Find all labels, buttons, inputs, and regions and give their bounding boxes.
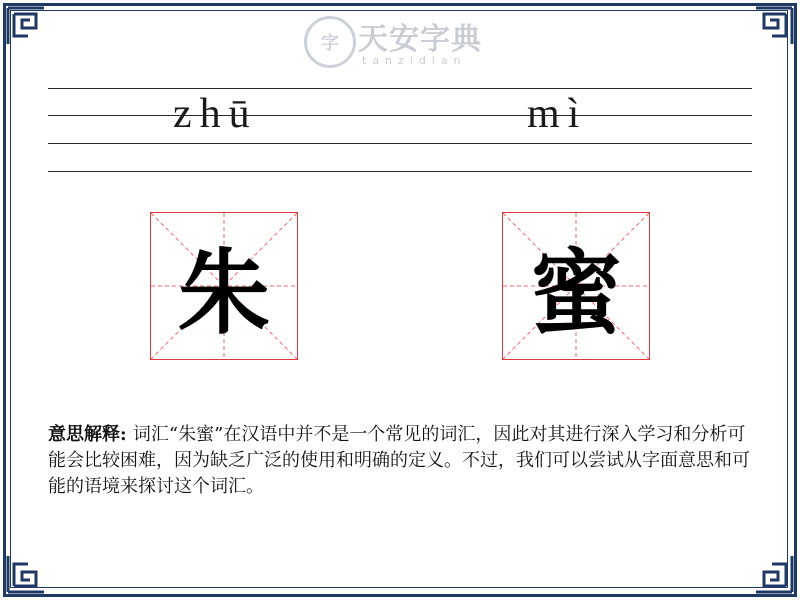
logo-subtitle: tanzidian: [362, 54, 467, 67]
pinyin-2: mì: [527, 91, 588, 137]
corner-ornament-icon: [754, 554, 794, 594]
meaning-paragraph: [48, 422, 754, 500]
meaning-label: 意思解释: [48, 424, 120, 445]
character-grid-1: [150, 212, 298, 360]
seal-logo-icon: 字: [304, 16, 356, 68]
ruled-line: [48, 88, 752, 89]
pinyin-1: zhū: [173, 91, 258, 137]
site-logo: [300, 14, 500, 70]
character-grid-2: [502, 212, 650, 360]
meaning-separator: :: [120, 424, 133, 445]
corner-ornament-icon: [6, 6, 46, 46]
pinyin-ruled-lines: [48, 88, 752, 174]
character-2: 蜜: [529, 240, 622, 347]
ruled-line: [48, 171, 752, 172]
character-1: 朱: [177, 240, 270, 347]
corner-ornament-icon: [6, 554, 46, 594]
ruled-line: [48, 143, 752, 144]
logo-name: 天安字典: [358, 22, 482, 57]
corner-ornament-icon: [754, 6, 794, 46]
meaning-text: 词汇“朱蜜”在汉语中并不是一个常见的词汇，因此对其进行深入学习和分析可能会比较困难，因为缺乏广泛的使用和明确的定义。不过，我们可以尝试从字面意思和可能的语境来探讨这个词汇。: [48, 424, 750, 497]
ruled-line: [48, 115, 752, 116]
